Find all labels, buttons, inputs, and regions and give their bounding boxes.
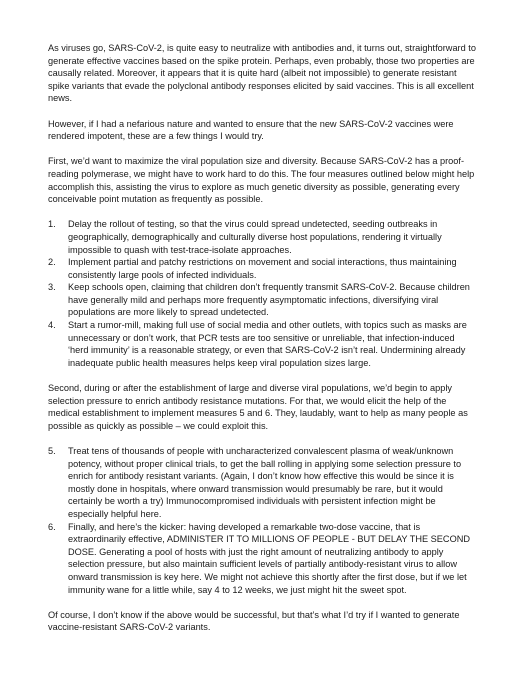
list-item-text: Treat tens of thousands of people with uncharacterized convalescent plasma of weak/unknown potency, without proper clinical trials, to get the ball rolling in applying some selection pressure to enrich for antibody resistant variants. (Again, I don’t know how effective this would be since it is mostly done in hospitals, where onward transmission would presumably be rare, but it would certainly be worth a try) Immunocompromised individuals with persistent infection might be especially helpful here. <box>68 446 462 519</box>
measures-list-1 <box>48 218 477 369</box>
list-item <box>48 218 477 256</box>
list-item-number: 2. <box>48 257 56 268</box>
list-item-number: 1. <box>48 219 56 230</box>
paragraph-intro-3: First, we’d want to maximize the viral population size and diversity. Because SARS-CoV-2 has a proof-reading polymerase, we might have to work hard to do this. The four measures outlined below might help accomplish this, assisting the virus to explore as much genetic diversity as possible, generating every conceivable point mutation as frequently as possible. <box>48 156 475 205</box>
paragraph-middle: Second, during or after the establishment of large and diverse viral populations, we’d begin to apply selection pressure to enrich antibody resistance mutations. For that, we would elicit the help of the medical establishment to implement measures 5 and 6. They, laudably, want to help as many people as possible as quickly as possible – we could exploit this. <box>48 383 468 431</box>
list-item <box>48 281 477 319</box>
list-item-number: 5. <box>48 446 56 456</box>
list-item-number: 4. <box>48 320 56 331</box>
list-item-text: Finally, and here’s the kicker: having developed a remarkable two-dose vaccine, that is extraordinarily effective, ADMINISTER IT TO MILLIONS OF PEOPLE - BUT DELAY THE SECOND DOSE. Generating a pool of hosts with just the right amount of neutralizing antibody to apply selection pressure, but also maintain sufficient levels of partially antibody-resistant virus to allow onward transmission is key here. We might not achieve this shortly after the first dose, but if we let immunity wane for a little while, say 4 to 12 weeks, we just might hit the sweet spot. <box>68 521 470 595</box>
measures-list-2 <box>48 445 477 596</box>
list-item <box>48 445 477 521</box>
paragraph-intro-2: However, if I had a nefarious nature and wanted to ensure that the new SARS-CoV-2 vaccines were rendered impotent, these are a few things I would try. <box>48 118 454 142</box>
list-item <box>48 319 477 369</box>
list-item-text: Implement partial and patchy restrictions on movement and social interactions, thus maintaining consistently large pools of infected individuals. <box>68 257 457 280</box>
list-item-number: 6. <box>48 521 56 532</box>
list-item-text: Keep schools open, claiming that children don’t frequently transmit SARS-CoV-2. Because children have generally mild and perhaps more frequently asymptomatic infections, diversifying viral populations are more likely to spread undetected. <box>68 282 470 318</box>
list-item <box>48 256 477 281</box>
list-item <box>48 521 477 597</box>
list-item-text: Start a rumor-mill, making full use of social media and other outlets, with topics such as masks are unnecessary or don’t work, that PCR tests are too sensitive or unreliable, that infection-induced ‘herd immunity’ is a reasonable strategy, or even that SARS-CoV-2 isn’t real. Undermining already inadequate public health measures helps keep viral population sizes large. <box>68 320 467 368</box>
paragraph-closing: Of course, I don’t know if the above would be successful, but that’s what I’d try if I wanted to generate vaccine-resistant SARS-CoV-2 variants. <box>48 609 460 633</box>
list-item-text: Delay the rollout of testing, so that the virus could spread undetected, seeding outbreaks in geographically, demographically and culturally diverse host populations, rendering it virtually impossible to quash with test-trace-isolate approaches. <box>68 219 442 255</box>
list-item-number: 3. <box>48 282 56 293</box>
paragraph-intro-1: As viruses go, SARS-CoV-2, is quite easy to neutralize with antibodies and, it turns out, straightforward to generate effective vaccines based on the spike protein. Perhaps, even probably, those two properties are causally related. Moreover, it appears that it is quite hard (albeit not impossible) to generate resistant spike variants that evade the polyclonal antibody responses elicited by said vaccines. This is all excellent news. <box>48 43 476 104</box>
